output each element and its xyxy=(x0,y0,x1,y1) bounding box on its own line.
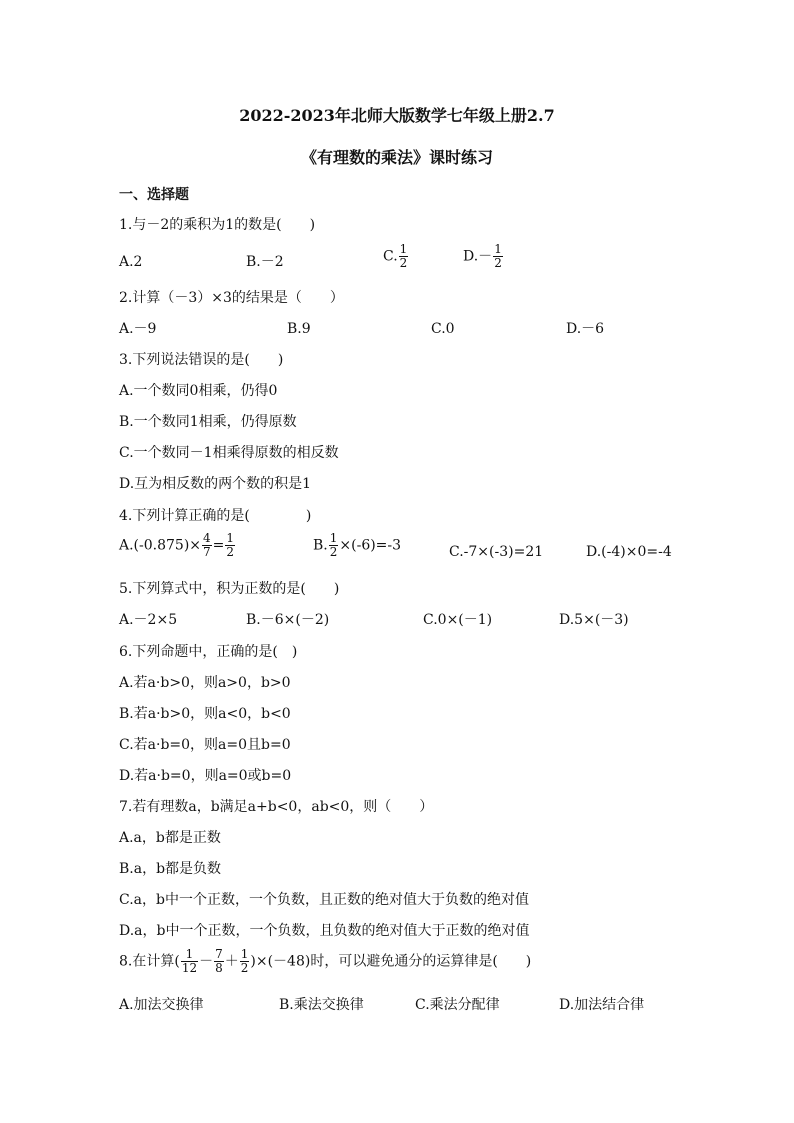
q8-option-b: B.乘法交换律 xyxy=(279,997,364,1013)
q8-fraction-2 xyxy=(214,948,224,975)
q5-option-b: B.－6×(－2) xyxy=(246,612,330,628)
fraction-numerator: 4 xyxy=(203,531,211,545)
q4-option-a-fraction-1 xyxy=(202,532,212,559)
fraction-numerator: 1 xyxy=(181,948,198,962)
q6-option-b: B.若a·b>0，则a<0，b<0 xyxy=(119,706,291,722)
fraction-numerator: 1 xyxy=(494,242,502,256)
q4-option-b-fraction xyxy=(329,532,339,559)
section-heading: 一、选择题 xyxy=(119,187,189,203)
minus-sign: － xyxy=(199,953,214,970)
question-7-stem: 7.若有理数a，b满足a+b<0，ab<0，则（ ） xyxy=(119,799,434,815)
equals-sign: = xyxy=(212,537,225,554)
fraction-denominator: 7 xyxy=(203,545,211,559)
question-8-stem xyxy=(119,948,531,975)
q1-option-b: B.－2 xyxy=(246,254,284,270)
question-1-options xyxy=(0,243,794,283)
fraction-denominator: 2 xyxy=(240,961,249,975)
q2-option-a: A.－9 xyxy=(119,321,157,337)
q1-option-a: A.2 xyxy=(119,254,143,270)
q2-option-c: C.0 xyxy=(431,321,455,337)
question-3-stem: 3.下列说法错误的是( ) xyxy=(119,352,284,368)
q8-stem-start: 8.在计算( xyxy=(119,953,180,970)
question-1-stem: 1.与－2的乘积为1的数是( ) xyxy=(119,217,316,233)
q8-option-d: D.加法结合律 xyxy=(559,997,645,1013)
q1-option-c-fraction xyxy=(399,243,409,270)
fraction-denominator: 12 xyxy=(181,961,198,975)
q6-option-c: C.若a·b=0，则a=0且b=0 xyxy=(119,737,291,753)
q8-option-a: A.加法交换律 xyxy=(119,997,204,1013)
q8-option-c: C.乘法分配律 xyxy=(415,997,500,1013)
plus-sign: ＋ xyxy=(224,953,239,970)
q7-option-b: B.a，b都是负数 xyxy=(119,861,222,877)
q4-option-a-fraction-2 xyxy=(225,532,235,559)
q3-option-d: D.互为相反数的两个数的积是1 xyxy=(119,476,312,492)
fraction-denominator: 2 xyxy=(329,545,338,559)
fraction-denominator: 2 xyxy=(399,256,408,270)
q1-option-d-label: D.－ xyxy=(463,248,493,265)
q3-option-c: C.一个数同－1相乘得原数的相反数 xyxy=(119,445,339,461)
title-line-2: 《有理数的乘法》课时练习 xyxy=(300,148,493,167)
q1-option-c xyxy=(383,243,409,270)
q1-option-d-fraction xyxy=(493,243,503,270)
q4-option-a-label: A.(-0.875)× xyxy=(119,537,202,554)
q2-option-b: B.9 xyxy=(287,321,311,337)
question-4-stem: 4.下列计算正确的是( ) xyxy=(119,508,312,524)
fraction-denominator: 8 xyxy=(215,961,223,975)
title-line-1: 2022-2023年北师大版数学七年级上册2.7 xyxy=(239,106,555,125)
q5-option-c: C.0×(－1) xyxy=(423,612,493,628)
q4-option-b-expression: ×(-6)=-3 xyxy=(339,537,402,554)
fraction-numerator: 1 xyxy=(329,531,338,545)
fraction-denominator: 2 xyxy=(494,256,502,270)
q2-option-d: D.－6 xyxy=(566,321,605,337)
question-8-options xyxy=(0,996,794,1036)
q7-option-a: A.a，b都是正数 xyxy=(119,830,221,846)
q3-option-b: B.一个数同1相乘，仍得原数 xyxy=(119,414,297,430)
q6-option-d: D.若a·b=0，则a=0或b=0 xyxy=(119,768,292,784)
q5-option-a: A.－2×5 xyxy=(119,612,178,628)
q4-option-a xyxy=(119,532,236,559)
fraction-numerator: 7 xyxy=(215,947,223,961)
q3-option-a: A.一个数同0相乘，仍得0 xyxy=(119,383,278,399)
q8-fraction-3 xyxy=(240,948,250,975)
question-6-stem: 6.下列命题中，正确的是( ) xyxy=(119,644,298,660)
question-5-stem: 5.下列算式中，积为正数的是( ) xyxy=(119,581,340,597)
q7-option-d: D.a，b中一个正数，一个负数，且负数的绝对值大于正数的绝对值 xyxy=(119,923,530,939)
question-2-stem: 2.计算（－3）×3的结果是（ ） xyxy=(119,290,344,306)
fraction-numerator: 1 xyxy=(399,242,408,256)
q6-option-a: A.若a·b>0，则a>0，b>0 xyxy=(119,675,291,691)
q8-fraction-1 xyxy=(181,948,198,975)
q1-option-d xyxy=(463,243,504,270)
q4-option-d: D.(-4)×0=-4 xyxy=(586,544,672,560)
fraction-numerator: 1 xyxy=(240,947,249,961)
q4-option-b xyxy=(313,532,401,559)
q4-option-b-label: B. xyxy=(313,537,328,554)
q4-option-c: C.-7×(-3)=21 xyxy=(449,544,544,560)
q8-stem-end: )×(－48)时，可以避免通分的运算律是( ) xyxy=(250,953,532,970)
q1-option-c-label: C. xyxy=(383,248,398,265)
fraction-denominator: 2 xyxy=(226,545,235,559)
q7-option-c: C.a，b中一个正数，一个负数，且正数的绝对值大于负数的绝对值 xyxy=(119,892,529,908)
fraction-numerator: 1 xyxy=(226,531,235,545)
q5-option-d: D.5×(－3) xyxy=(559,612,629,628)
question-4-options xyxy=(0,532,794,572)
